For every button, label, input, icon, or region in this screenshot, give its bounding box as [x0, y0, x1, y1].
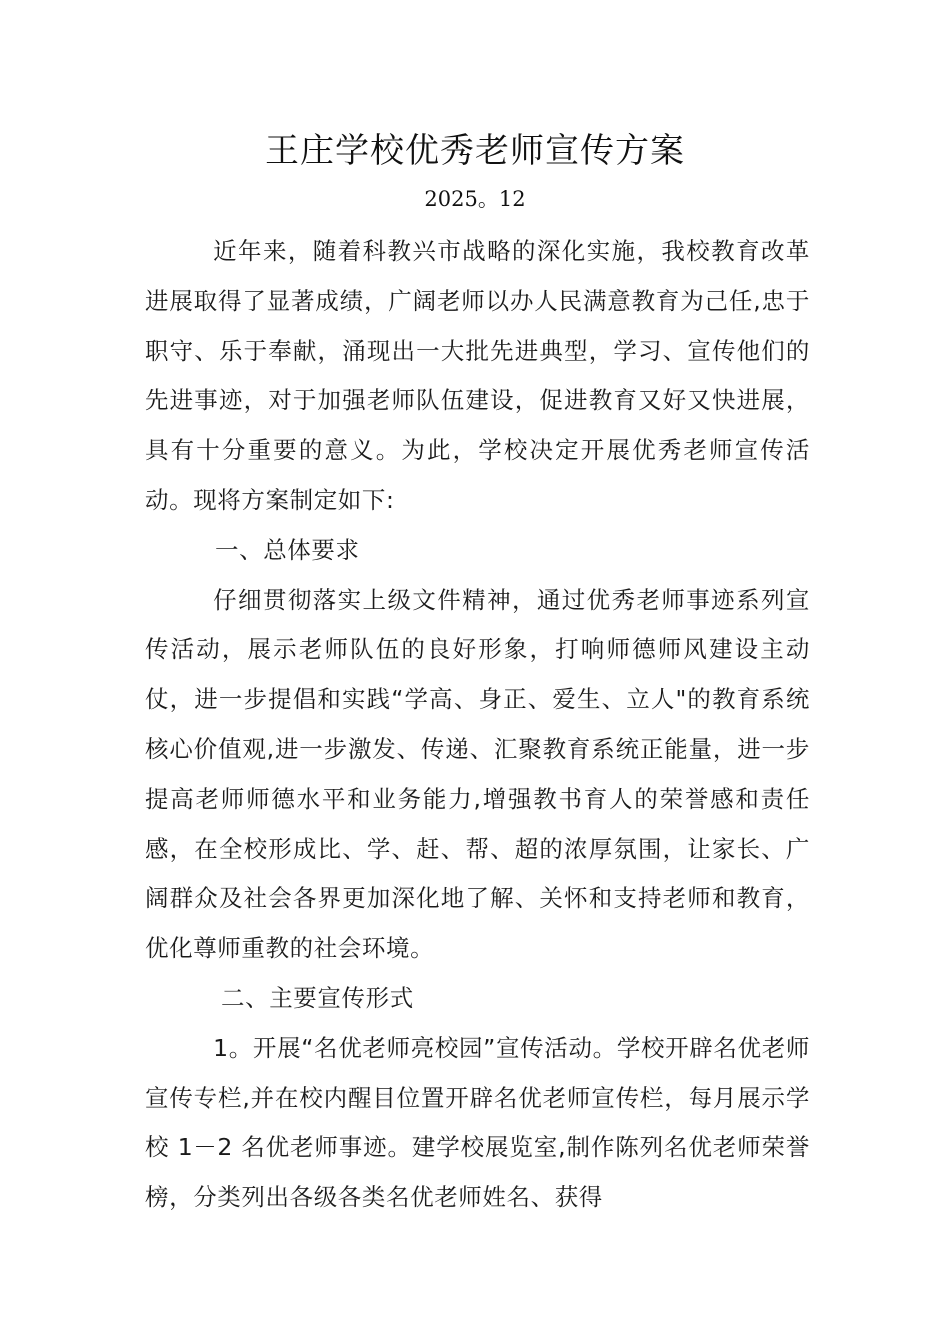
- section-heading-main-forms: 二、主要宣传形式: [221, 983, 414, 1012]
- intro-paragraph: 近年来，随着科教兴市战略的深化实施，我校教育改革进展取得了显著成绩，广阔老师以办人民满意教育为己任,忠于职守、乐于奉献，涌现出一大批先进典型，学习、宣传他们的先进事迹，对于加强老师队伍建设，促进教育又好又快进展，具有十分重要的意义。为此，学校决定开展优秀老师宣传活动。现将方案制定如下:: [145, 237, 810, 514]
- main-forms-item-1: 1。开展“名优老师亮校园”宣传活动。学校开辟名优老师宣传专栏,并在校内醒目位置开辟名优老师宣传栏，每月展示学校 1－2 名优老师事迹。建学校展览室,制作陈列名优老师荣誉榜，分类列出各级各类名优老师姓名、获得: [145, 1033, 810, 1212]
- section-heading-general-requirements: 一、总体要求: [215, 535, 360, 564]
- document-body: [145, 227, 810, 1223]
- document-date: 2025。12: [424, 187, 526, 211]
- general-requirements-paragraph: 仔细贯彻落实上级文件精神，通过优秀老师事迹系列宣传活动，展示老师队伍的良好形象，打响师德师风建设主动仗，进一步提倡和实践“学高、身正、爱生、立人"的教育系统核心价值观,进一步激发、传递、汇聚教育系统正能量，进一步提高老师师德水平和业务能力,增强教书育人的荣誉感和责任感，在全校形成比、学、赶、帮、超的浓厚氛围，让家长、广阔群众及社会各界更加深化地了解、关怀和支持老师和教育，优化尊师重教的社会环境。: [145, 585, 810, 963]
- document-title: 王庄学校优秀老师宣传方案: [265, 131, 685, 171]
